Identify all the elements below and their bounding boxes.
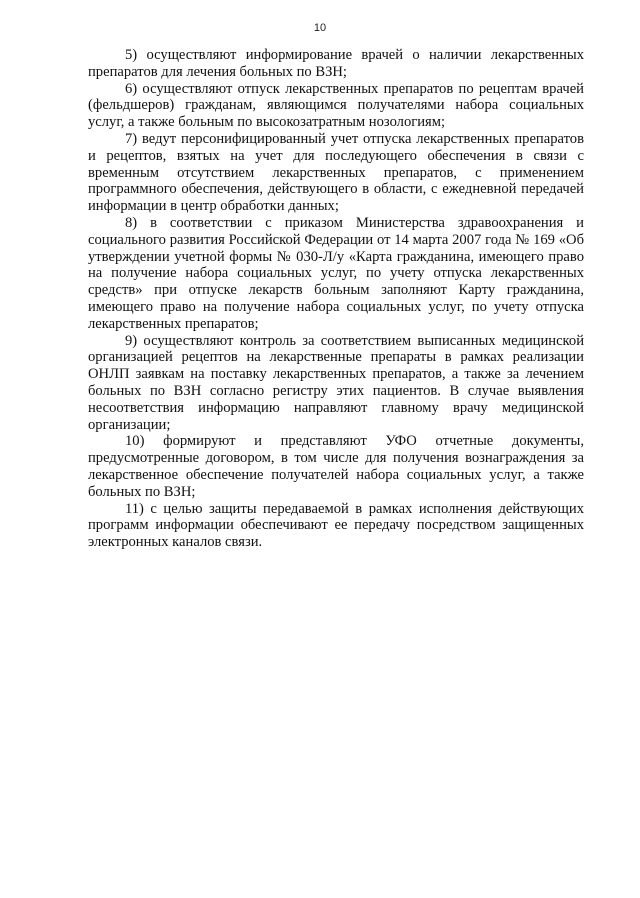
list-item-6: 6) осуществляют отпуск лекарственных препаратов по рецептам врачей (фельдшеров) гражданам, являющимся получателями набора социальных услуг, а также больным по высокозатратным нозологиям; <box>88 80 584 131</box>
document-body <box>88 47 584 551</box>
page-number: 10 <box>313 22 327 34</box>
list-item-8: 8) в соответствии с приказом Министерства здравоохранения и социального развития Российской Федерации от 14 марта 2007 года № 169 «Об утверждении учетной формы № 030-Л/у «Карта гражданина, имеющего право на получение набора социальных услуг, по учету отпуска лекарственных средств» при отпуске лекарств больным заполняют Карту гражданина, имеющего право на получение набора социальных услуг, по учету отпуска лекарственных препаратов; <box>88 214 584 332</box>
list-item-11: 11) с целью защиты передаваемой в рамках исполнения действующих программ информации обеспечивают ее передачу посредством защищенных электронных каналов связи. <box>88 500 584 551</box>
list-item-10: 10) формируют и представляют УФО отчетные документы, предусмотренные договором, в том числе для получения вознаграждения за лекарственное обеспечение получателей набора социальных услуг, а также больных по ВЗН; <box>88 433 584 500</box>
list-item-9: 9) осуществляют контроль за соответствием выписанных медицинской организацией рецептов на лекарственные препараты в рамках реализации ОНЛП заявкам на поставку лекарственных препаратов, а также за лечением больных по ВЗН согласно регистру этих пациентов. В случае выявления несоответствия информацию направляют главному врачу медицинской организации; <box>88 332 584 433</box>
list-item-7: 7) ведут персонифицированный учет отпуска лекарственных препаратов и рецептов, взятых на учет для последующего обеспечения в связи с временным отсутствием лекарственных препаратов, с применением программного обеспечения, действующего в области, с ежедневной передачей информации в центр обработки данных; <box>88 130 584 215</box>
list-item-5: 5) осуществляют информирование врачей о наличии лекарственных препаратов для лечения больных по ВЗН; <box>88 47 584 80</box>
